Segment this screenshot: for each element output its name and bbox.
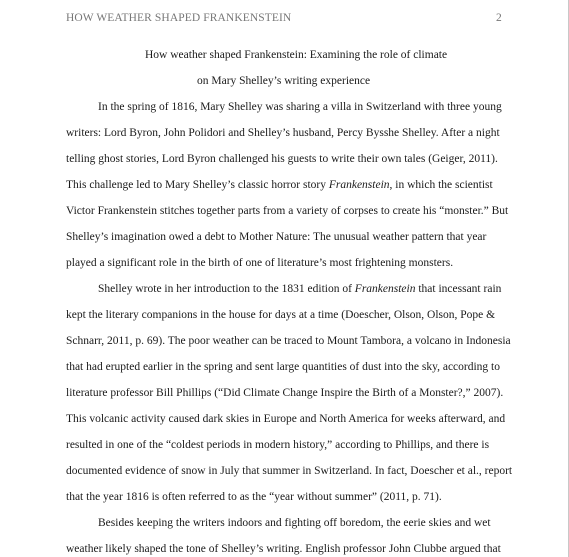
paragraph-line: kept the literary companions in the house for days at a time (Doescher, Olson, Olson, Pope & (66, 309, 496, 321)
body-text (66, 94, 516, 557)
paragraph-line: resulted in one of the “coldest periods in modern history,” according to Phillips, and there is (66, 439, 490, 451)
title-line-1: How weather shaped Frankenstein: Examining the role of climate (145, 49, 448, 61)
paragraph-line: Victor Frankenstein stitches together parts from a variety of corpses to create his “monster.” But (66, 205, 509, 217)
paragraph-line: documented evidence of snow in July that summer in Switzerland. In fact, Doescher et al., report (66, 465, 513, 477)
paragraph-line: Schnarr, 2011, p. 69). The poor weather can be traced to Mount Tambora, a volcano in Indonesia (66, 335, 511, 347)
paragraph-line: that the year 1816 is often referred to as the “year without summer” (2011, p. 71). (66, 491, 442, 503)
paragraph-line: telling ghost stories, Lord Byron challenged his guests to write their own tales (Geiger, 2011). (66, 153, 498, 165)
page-number: 2 (496, 12, 502, 24)
paragraph-line: played a significant role in the birth of one of literature’s most frightening monsters. (66, 257, 454, 269)
line-text: Shelley wrote in her introduction to the 1831 edition of (98, 283, 355, 295)
italic-title: Frankenstein (354, 283, 416, 295)
line-text: that incessant rain (415, 283, 502, 295)
line-text: , in which the scientist (389, 179, 493, 191)
paragraph-line: literature professor Bill Phillips (“Did Climate Change Inspire the Birth of a Monster?,” 2007). (66, 387, 504, 399)
line-text: This challenge led to Mary Shelley’s classic horror story (66, 179, 329, 191)
title-line-2: on Mary Shelley’s writing experience (197, 75, 371, 87)
italic-title: Frankenstein (328, 179, 390, 191)
paragraph-line: that had erupted earlier in the spring and sent large quantities of dust into the sky, according to (66, 361, 501, 373)
paragraph-line (66, 276, 516, 302)
paragraph-line: Besides keeping the writers indoors and fighting off boredom, the eerie skies and wet (98, 517, 491, 529)
paragraph-line: In the spring of 1816, Mary Shelley was sharing a villa in Switzerland with three young (98, 101, 502, 113)
paragraph-line: writers: Lord Byron, John Polidori and Shelley’s husband, Percy Bysshe Shelley. After a night (66, 127, 500, 139)
paragraph-line (66, 172, 516, 198)
paragraph-line: weather likely shaped the tone of Shelley’s writing. English professor John Clubbe argued that (66, 543, 501, 555)
paragraph-line: Shelley’s imagination owed a debt to Mother Nature: The unusual weather pattern that year (66, 231, 487, 243)
running-head: HOW WEATHER SHAPED FRANKENSTEIN (66, 12, 292, 24)
paper-title (60, 42, 500, 94)
paragraph-line: This volcanic activity caused dark skies in Europe and North America for weeks afterward, and (66, 413, 506, 425)
